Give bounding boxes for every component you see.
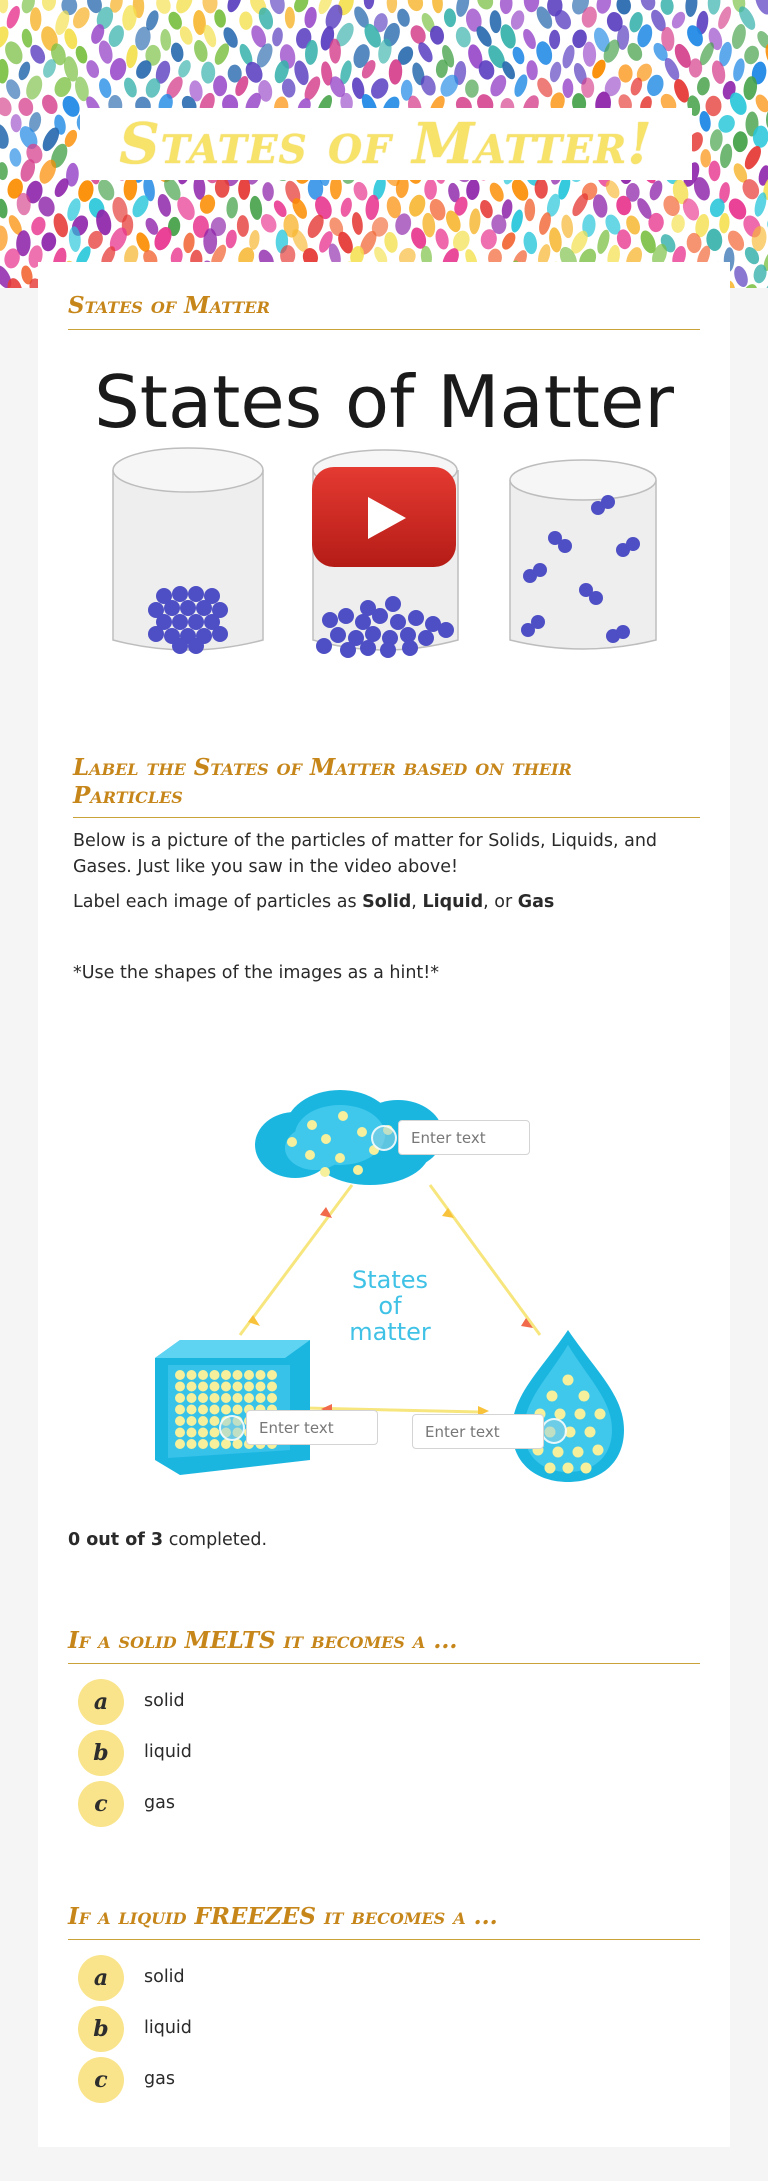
states-diagram-illustration: [140, 1040, 640, 1510]
beaker-gas: [510, 460, 656, 649]
option-letter: a: [78, 1955, 124, 2001]
question1-option-c[interactable]: [78, 1781, 638, 1829]
page-title: States of Matter!: [119, 111, 653, 177]
option-letter: c: [78, 2057, 124, 2103]
gas-label-input[interactable]: [398, 1120, 530, 1155]
center-label-line1: States: [351, 1266, 429, 1294]
center-label-line3: matter: [349, 1318, 431, 1346]
question1-option-b[interactable]: [78, 1730, 638, 1778]
question2-option-b[interactable]: [78, 2006, 638, 2054]
liquid-label-input[interactable]: [412, 1414, 544, 1449]
youtube-play-icon[interactable]: [312, 467, 456, 567]
label-heading: Label the States of Matter based on their Particles: [73, 754, 572, 809]
water-drop-liquid-icon: [512, 1330, 624, 1482]
question2-option-c[interactable]: [78, 2057, 638, 2105]
option-letter: b: [78, 2006, 124, 2052]
option-letter: a: [78, 1679, 124, 1725]
option-text: solid: [144, 1967, 185, 1987]
option-text: liquid: [144, 2018, 192, 2038]
question1-heading: If a solid MELTS it becomes a ...: [68, 1627, 458, 1654]
question1-option-a[interactable]: [78, 1679, 638, 1727]
option-text: gas: [144, 1793, 175, 1813]
divider: [73, 817, 700, 818]
states-diagram: [140, 1040, 640, 1510]
option-letter: c: [78, 1781, 124, 1827]
play-triangle-icon: [368, 497, 406, 539]
video-embed[interactable]: [68, 340, 700, 690]
completion-count: 0 out of 3: [68, 1530, 164, 1550]
liquid-hotspot: [541, 1418, 567, 1444]
question2-option-a[interactable]: [78, 1955, 638, 2003]
beaker-solid: [113, 448, 263, 654]
option-letter: b: [78, 1730, 124, 1776]
label-instruction: Label each image of particles as Solid, Liquid, or Gas: [73, 892, 555, 912]
divider: [68, 1663, 700, 1664]
gas-hotspot: [371, 1125, 397, 1151]
title-box: [80, 108, 692, 180]
option-text: solid: [144, 1691, 185, 1711]
hint-text: *Use the shapes of the images as a hint!*: [73, 963, 440, 983]
instructions-text: Below is a picture of the particles of matter for Solids, Liquids, and Gases. Just like you saw in the video above!: [73, 831, 658, 877]
divider: [68, 329, 700, 330]
option-text: gas: [144, 2069, 175, 2089]
solid-hotspot: [219, 1415, 245, 1441]
ice-cube-solid-icon: [155, 1340, 310, 1475]
solid-label-input[interactable]: [246, 1410, 378, 1445]
completion-status: 0 out of 3 completed.: [68, 1530, 268, 1550]
video-title: States of Matter: [94, 360, 674, 444]
header-banner: [0, 0, 768, 288]
divider: [68, 1939, 700, 1940]
video-heading: States of Matter: [68, 292, 270, 319]
question2-heading: If a liquid FREEZES it becomes a ...: [68, 1903, 498, 1930]
option-text: liquid: [144, 1742, 192, 1762]
center-label-line2: of: [378, 1292, 402, 1320]
center-label: [349, 1266, 431, 1346]
